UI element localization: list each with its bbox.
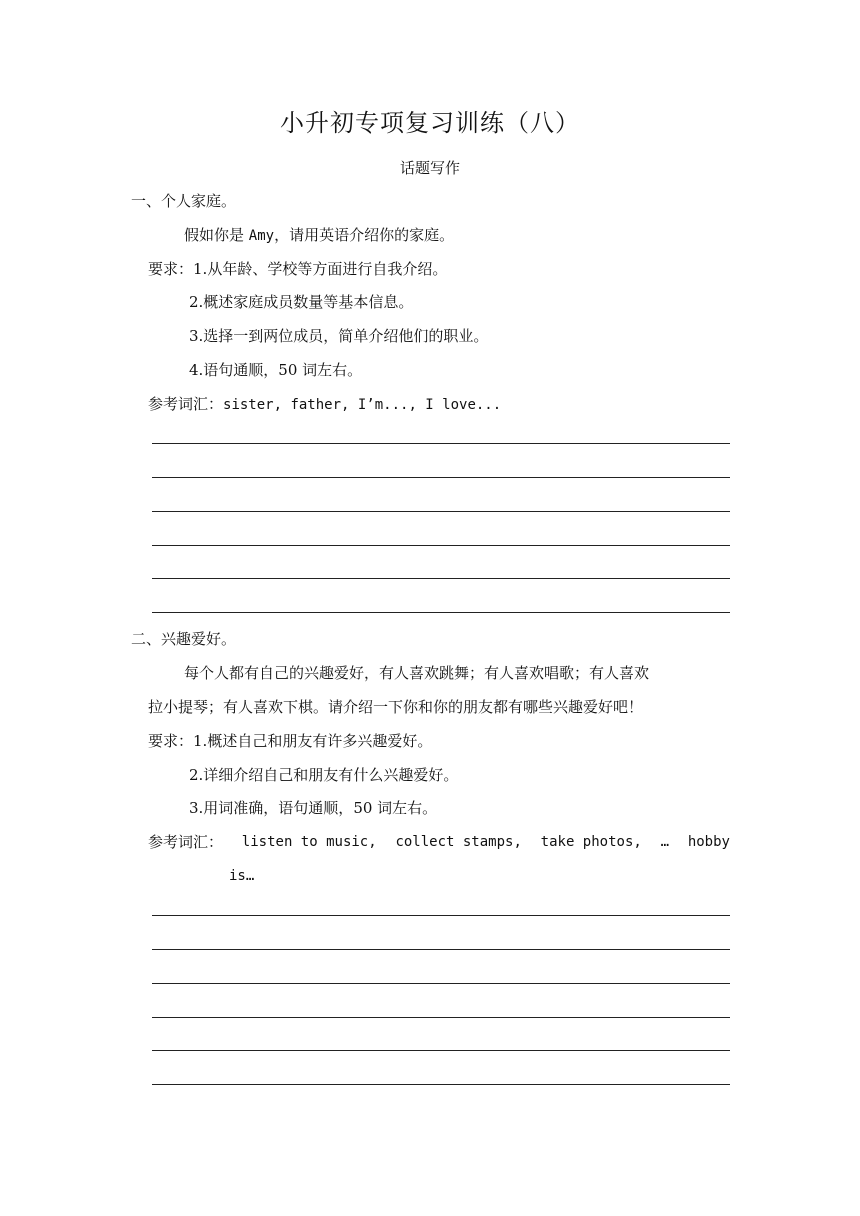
writing-line[interactable] (152, 983, 730, 984)
section1-prompt-pre: 假如你是 (184, 226, 249, 244)
section1-prompt (184, 225, 454, 246)
writing-line[interactable] (152, 915, 730, 916)
writing-line[interactable] (152, 511, 730, 512)
section2-vocab-word: hobby (687, 834, 730, 850)
section1-vocab (148, 394, 501, 415)
section2-req-2: 2.详细介绍自己和朋友有什么兴趣爱好。 (189, 766, 459, 784)
section1-req-1: 1.从年龄、学校等方面进行自我介绍。 (193, 260, 448, 278)
writing-line[interactable] (152, 612, 730, 613)
writing-line[interactable] (152, 443, 730, 444)
writing-line[interactable] (152, 949, 730, 950)
section1-req-4: 4.语句通顺，50 词左右。 (189, 361, 363, 379)
writing-line[interactable] (152, 1050, 730, 1051)
writing-line[interactable] (152, 545, 730, 546)
section2-prompt-line1: 每个人都有自己的兴趣爱好，有人喜欢跳舞；有人喜欢唱歌；有人喜欢 (184, 664, 650, 682)
page-subtitle: 话题写作 (399, 159, 460, 177)
section2-vocab-word: collect stamps, (395, 834, 522, 850)
section1-req-2: 2.概述家庭成员数量等基本信息。 (189, 293, 414, 311)
section1-heading: 一、个人家庭。 (131, 192, 237, 210)
section1-vocab-label: 参考词汇： (148, 395, 224, 413)
section2-heading: 二、兴趣爱好。 (131, 630, 237, 648)
section2-requirements (148, 731, 432, 751)
section2-vocab-word: take photos, (540, 834, 642, 850)
section2-prompt-line2: 拉小提琴；有人喜欢下棋。请介绍一下你和你的朋友都有哪些兴趣爱好吧！ (148, 698, 644, 716)
section2-vocab-word: … (660, 834, 670, 850)
section1-req-3: 3.选择一到两位成员，简单介绍他们的职业。 (189, 327, 489, 345)
section2-vocab-line2: is… (229, 868, 255, 884)
section1-vocab-words: sister, father, I’m..., I love... (223, 397, 502, 413)
section2-req-1: 1.概述自己和朋友有许多兴趣爱好。 (193, 732, 433, 750)
writing-line[interactable] (152, 1084, 730, 1085)
section1-prompt-post: ，请用英语介绍你的家庭。 (274, 226, 455, 244)
section2-req-3: 3.用词准确，语句通顺，50 词左右。 (189, 799, 438, 817)
writing-line[interactable] (152, 578, 730, 579)
writing-line[interactable] (152, 477, 730, 478)
section2-vocab-word: listen to music, (241, 834, 377, 850)
section2-req-label: 要求： (148, 732, 194, 750)
section2-vocab-label: 参考词汇： (148, 833, 224, 851)
section1-prompt-name: Amy (248, 228, 275, 244)
section1-requirements (148, 259, 447, 279)
section2-vocab (148, 832, 730, 852)
page-title: 小升初专项复习训练（八） (280, 109, 580, 137)
section1-req-label: 要求： (148, 260, 194, 278)
writing-line[interactable] (152, 1017, 730, 1018)
